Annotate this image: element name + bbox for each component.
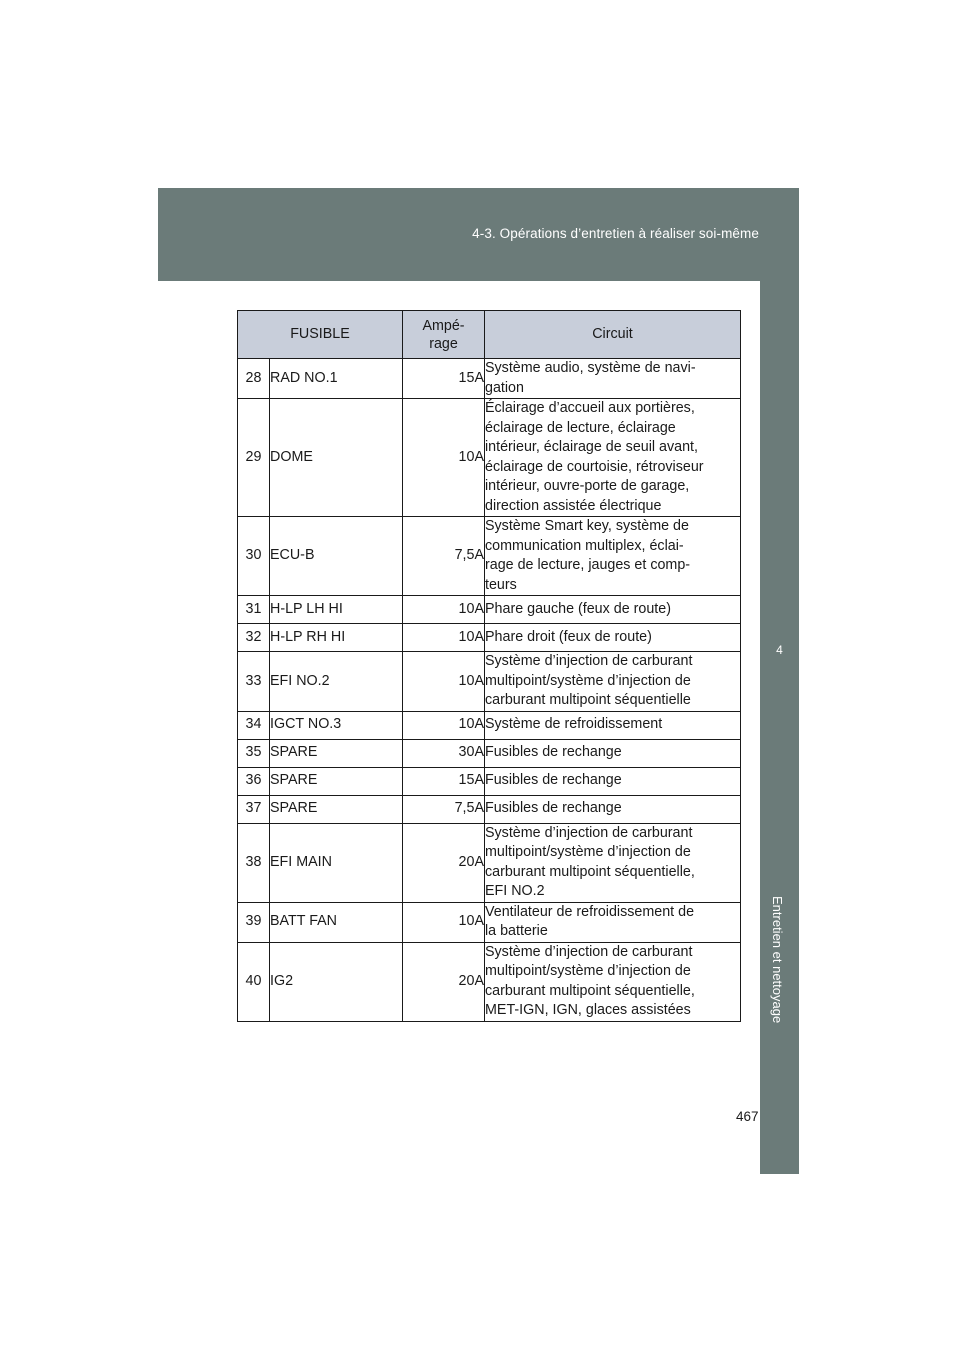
table-row — [238, 902, 741, 942]
table-row — [238, 795, 741, 823]
fuse-name-cell: DOME — [270, 399, 403, 517]
circuit-cell: Ventilateur de refroidissement de la batterie — [485, 902, 741, 942]
fuse-number-cell: 33 — [238, 652, 270, 712]
amperage-cell: 7,5A — [403, 517, 485, 596]
circuit-cell: Fusibles de rechange — [485, 739, 741, 767]
fuse-name-cell: IG2 — [270, 942, 403, 1021]
circuit-cell: Fusibles de rechange — [485, 795, 741, 823]
fuse-name-cell: SPARE — [270, 739, 403, 767]
fuse-name-cell: EFI MAIN — [270, 823, 403, 902]
fuse-name-cell: EFI NO.2 — [270, 652, 403, 712]
section-header-band — [158, 188, 799, 281]
fuse-table — [237, 310, 741, 1022]
circuit-cell: Système d’injection de carburant multipoint/système d’injection de carburant multipoint séquentielle, MET-IGN, IGN, glaces assistées — [485, 942, 741, 1021]
fuse-number-cell: 28 — [238, 359, 270, 399]
fuse-number-cell: 36 — [238, 767, 270, 795]
section-title: 4-3. Opérations d’entretien à réaliser soi-même — [472, 226, 759, 241]
table-row — [238, 942, 741, 1021]
header-circuit: Circuit — [485, 311, 741, 359]
fuse-number-cell: 32 — [238, 624, 270, 652]
circuit-cell: Système de refroidissement — [485, 711, 741, 739]
fuse-name-cell: H-LP RH HI — [270, 624, 403, 652]
page-number: 467 — [736, 1109, 759, 1124]
circuit-cell: Système d’injection de carburant multipoint/système d’injection de carburant multipoint séquentielle, EFI NO.2 — [485, 823, 741, 902]
fuse-name-cell: IGCT NO.3 — [270, 711, 403, 739]
amperage-cell: 20A — [403, 942, 485, 1021]
table-row — [238, 739, 741, 767]
fuse-number-cell: 40 — [238, 942, 270, 1021]
fuse-name-cell: RAD NO.1 — [270, 359, 403, 399]
amperage-cell: 10A — [403, 902, 485, 942]
header-amp: Ampé- rage — [403, 311, 485, 359]
circuit-cell: Fusibles de rechange — [485, 767, 741, 795]
table-row — [238, 517, 741, 596]
fuse-number-cell: 37 — [238, 795, 270, 823]
circuit-cell: Phare gauche (feux de route) — [485, 596, 741, 624]
table-row — [238, 624, 741, 652]
fuse-number-cell: 34 — [238, 711, 270, 739]
amperage-cell: 7,5A — [403, 795, 485, 823]
fuse-number-cell: 38 — [238, 823, 270, 902]
amperage-cell: 10A — [403, 596, 485, 624]
table-row — [238, 399, 741, 517]
chapter-number: 4 — [776, 643, 783, 657]
amperage-cell: 10A — [403, 652, 485, 712]
table-row — [238, 823, 741, 902]
fuse-table-body — [238, 359, 741, 1022]
fuse-number-cell: 39 — [238, 902, 270, 942]
fuse-name-cell: H-LP LH HI — [270, 596, 403, 624]
amperage-cell: 20A — [403, 823, 485, 902]
fuse-number-cell: 31 — [238, 596, 270, 624]
header-fuse: FUSIBLE — [238, 311, 403, 359]
table-row — [238, 652, 741, 712]
table-row — [238, 359, 741, 399]
table-header-row — [238, 311, 741, 359]
fuse-name-cell: SPARE — [270, 767, 403, 795]
circuit-cell: Système Smart key, système de communication multiplex, éclai- rage de lecture, jauges et comp- teurs — [485, 517, 741, 596]
fuse-name-cell: BATT FAN — [270, 902, 403, 942]
amperage-cell: 30A — [403, 739, 485, 767]
chapter-label: Entretien et nettoyage — [770, 896, 785, 1024]
circuit-cell: Éclairage d’accueil aux portières, éclairage de lecture, éclairage intérieur, éclairage de seuil avant, éclairage de courtoisie, rétroviseur intérieur, ouvre-porte de garage, direction assistée électrique — [485, 399, 741, 517]
amperage-cell: 15A — [403, 767, 485, 795]
circuit-cell: Phare droit (feux de route) — [485, 624, 741, 652]
fuse-name-cell: SPARE — [270, 795, 403, 823]
chapter-side-tab — [760, 281, 799, 1174]
fuse-name-cell: ECU-B — [270, 517, 403, 596]
amperage-cell: 15A — [403, 359, 485, 399]
fuse-number-cell: 35 — [238, 739, 270, 767]
amperage-cell: 10A — [403, 711, 485, 739]
circuit-cell: Système audio, système de navi- gation — [485, 359, 741, 399]
table-row — [238, 711, 741, 739]
amperage-cell: 10A — [403, 624, 485, 652]
fuse-number-cell: 29 — [238, 399, 270, 517]
amperage-cell: 10A — [403, 399, 485, 517]
table-row — [238, 767, 741, 795]
fuse-number-cell: 30 — [238, 517, 270, 596]
table-row — [238, 596, 741, 624]
circuit-cell: Système d’injection de carburant multipoint/système d’injection de carburant multipoint séquentielle — [485, 652, 741, 712]
